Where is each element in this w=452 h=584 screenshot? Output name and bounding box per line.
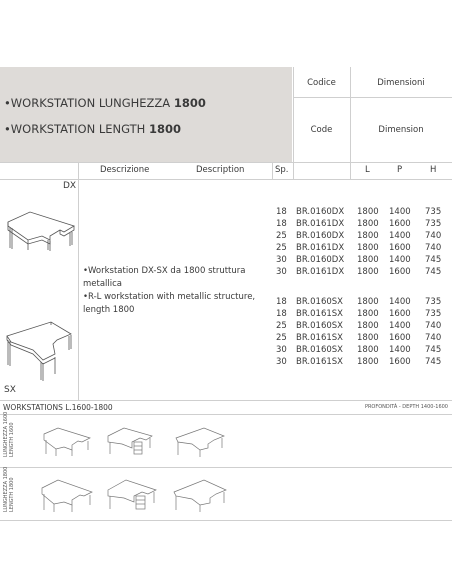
code-label: Code bbox=[310, 125, 333, 135]
footer-depth: PROFONDITÀ - DEPTH 1400-1600 bbox=[364, 404, 448, 410]
cell-h: 745 bbox=[425, 357, 442, 367]
cell-sp: 30 bbox=[276, 255, 287, 265]
code-dimension-header bbox=[293, 67, 452, 162]
row2-label-italian: LUNGHEZZA 1800 bbox=[3, 466, 9, 512]
cell-sp: 18 bbox=[276, 309, 287, 319]
cell-sp: 30 bbox=[276, 357, 287, 367]
cell-sp: 25 bbox=[276, 243, 287, 253]
cell-h: 740 bbox=[425, 231, 442, 241]
cell-p: 1400 bbox=[389, 255, 411, 265]
cell-code: BR.0161SX bbox=[296, 357, 343, 367]
variant-dx-label: DX bbox=[63, 181, 77, 191]
cell-code: BR.0161SX bbox=[296, 309, 343, 319]
cell-code: BR.0160DX bbox=[296, 207, 345, 217]
cell-code: BR.0160DX bbox=[296, 255, 345, 265]
cell-sp: 18 bbox=[276, 297, 287, 307]
table-row bbox=[0, 243, 452, 255]
title-english: •WORKSTATION LENGTH 1800 bbox=[4, 122, 181, 136]
cell-l: 1800 bbox=[357, 357, 379, 367]
cell-h: 740 bbox=[425, 243, 442, 253]
row1-label-italian: LUNGHEZZA 1600 bbox=[3, 411, 9, 457]
description-italian: •Workstation DX-SX da 1800 struttura metallica bbox=[83, 266, 246, 289]
cell-p: 1400 bbox=[389, 345, 411, 355]
title-panel bbox=[0, 67, 292, 162]
col-l: L bbox=[365, 165, 370, 175]
col-h: H bbox=[430, 165, 437, 175]
cell-code: BR.0161DX bbox=[296, 267, 345, 277]
cell-h: 735 bbox=[425, 309, 442, 319]
cell-h: 745 bbox=[425, 255, 442, 265]
table-row bbox=[0, 333, 452, 345]
table-row bbox=[0, 321, 452, 333]
cell-h: 735 bbox=[425, 207, 442, 217]
table-row bbox=[0, 309, 452, 321]
cell-p: 1600 bbox=[389, 219, 411, 229]
table-row bbox=[0, 231, 452, 243]
cell-p: 1400 bbox=[389, 207, 411, 217]
cell-p: 1600 bbox=[389, 267, 411, 277]
dimension-label: Dimension bbox=[378, 125, 424, 135]
col-p: P bbox=[397, 165, 403, 175]
table-row bbox=[0, 345, 452, 357]
title-italian: •WORKSTATION LUNGHEZZA 1800 bbox=[4, 96, 206, 110]
table-row bbox=[0, 219, 452, 231]
cell-l: 1800 bbox=[357, 219, 379, 229]
header bbox=[0, 67, 452, 162]
cell-code: BR.0160SX bbox=[296, 345, 343, 355]
cell-l: 1800 bbox=[357, 309, 379, 319]
cell-h: 745 bbox=[425, 345, 442, 355]
cell-sp: 30 bbox=[276, 267, 287, 277]
thumbnail-l1800-dx bbox=[40, 474, 96, 514]
col-sp: Sp. bbox=[275, 165, 289, 175]
cell-p: 1400 bbox=[389, 321, 411, 331]
cell-h: 740 bbox=[425, 333, 442, 343]
table-row bbox=[0, 267, 452, 279]
thumbnail-l1800-drawer bbox=[104, 474, 160, 514]
cell-l: 1800 bbox=[357, 297, 379, 307]
cell-p: 1600 bbox=[389, 357, 411, 367]
cell-l: 1800 bbox=[357, 333, 379, 343]
col-descrizione: Descrizione bbox=[100, 165, 150, 175]
cell-sp: 18 bbox=[276, 219, 287, 229]
cell-h: 740 bbox=[425, 321, 442, 331]
cell-sp: 25 bbox=[276, 231, 287, 241]
cell-p: 1400 bbox=[389, 297, 411, 307]
footer-title: WORKSTATIONS L.1600-1800 bbox=[3, 403, 113, 412]
cell-h: 745 bbox=[425, 267, 442, 277]
cell-l: 1800 bbox=[357, 255, 379, 265]
cell-sp: 25 bbox=[276, 333, 287, 343]
row1-label-english: LENGTH 1600 bbox=[9, 422, 15, 457]
cell-sp: 25 bbox=[276, 321, 287, 331]
col-description: Description bbox=[196, 165, 245, 175]
thumbnail-l1600-sx bbox=[174, 422, 226, 458]
cell-code: BR.0160DX bbox=[296, 231, 345, 241]
cell-code: BR.0161DX bbox=[296, 243, 345, 253]
cell-sp: 30 bbox=[276, 345, 287, 355]
cell-l: 1800 bbox=[357, 267, 379, 277]
footer-bar bbox=[0, 402, 452, 414]
column-headers bbox=[0, 162, 452, 179]
thumbnail-l1600-dx bbox=[42, 422, 94, 458]
cell-p: 1600 bbox=[389, 309, 411, 319]
cell-h: 735 bbox=[425, 297, 442, 307]
cell-code: BR.0160SX bbox=[296, 321, 343, 331]
cell-code: BR.0160SX bbox=[296, 297, 343, 307]
cell-p: 1600 bbox=[389, 243, 411, 253]
dimensioni-label: Dimensioni bbox=[377, 78, 425, 88]
cell-code: BR.0161DX bbox=[296, 219, 345, 229]
cell-l: 1800 bbox=[357, 321, 379, 331]
cell-l: 1800 bbox=[357, 243, 379, 253]
cell-code: BR.0161SX bbox=[296, 333, 343, 343]
cell-l: 1800 bbox=[357, 345, 379, 355]
variant-sx-label: SX bbox=[4, 385, 16, 395]
cell-l: 1800 bbox=[357, 231, 379, 241]
description-english: •R-L workstation with metallic structure, length 1800 bbox=[83, 292, 256, 315]
cell-sp: 18 bbox=[276, 207, 287, 217]
cell-h: 735 bbox=[425, 219, 442, 229]
cell-p: 1400 bbox=[389, 231, 411, 241]
table-row bbox=[0, 207, 452, 219]
thumbnail-l1600-drawer bbox=[104, 422, 156, 458]
table-row bbox=[0, 357, 452, 369]
cell-p: 1600 bbox=[389, 333, 411, 343]
row2-label-english: LENGTH 1800 bbox=[9, 477, 15, 512]
thumbnail-l1800-sx bbox=[172, 474, 228, 514]
codice-label: Codice bbox=[307, 78, 336, 88]
table-row bbox=[0, 255, 452, 267]
cell-l: 1800 bbox=[357, 207, 379, 217]
table-row bbox=[0, 297, 452, 309]
